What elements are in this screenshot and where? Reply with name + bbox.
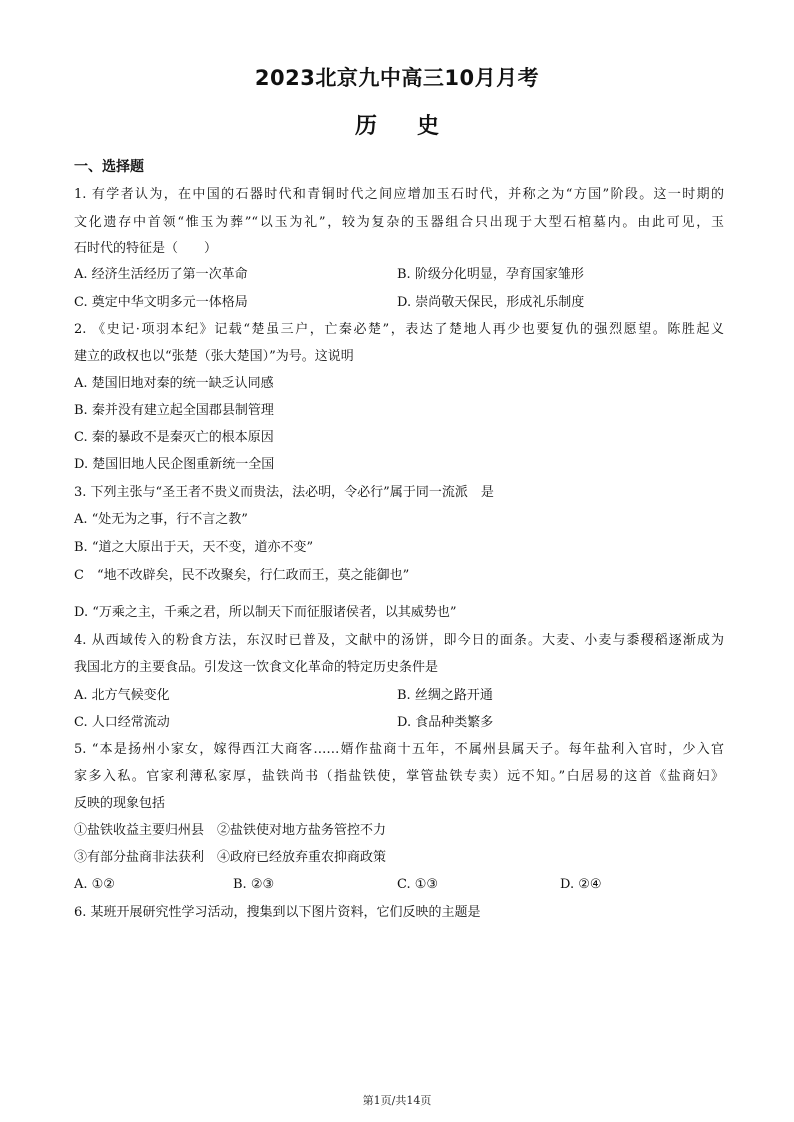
q4-option-c[interactable]: C. 人口经常流动 <box>74 715 170 730</box>
section-heading: 一、选择题 <box>74 159 144 175</box>
q2-option-d[interactable]: D. 楚国旧地人民企图重新统一全国 <box>74 457 275 472</box>
q4-option-d[interactable]: D. 食品种类繁多 <box>397 715 494 730</box>
q1-stem-line-2: 文化遗存中首领“惟玉为葬”“以玉为礼”，较为复杂的玉器组合只出现于大型石棺墓内。由此可见，玉 <box>74 215 724 230</box>
q2-option-c[interactable]: C. 秦的暴政不是秦灭亡的根本原因 <box>74 430 274 445</box>
page-number: 第1页/共14页 <box>362 1094 432 1107</box>
q5-stem-line-1: 5. “本是扬州小家女，嫁得西江大商客……婿作盐商十五年，不属州县属天子。每年盐利入官时，少入官 <box>74 742 724 757</box>
q4-option-a[interactable]: A. 北方气候变化 <box>74 688 170 703</box>
q3-option-a[interactable]: A. “处无为之事，行不言之教” <box>74 512 248 527</box>
q4-option-b[interactable]: B. 丝绸之路开通 <box>397 688 493 703</box>
q1-option-a[interactable]: A. 经济生活经历了第一次革命 <box>74 267 248 282</box>
exam-title: 2023北京九中高三10月月考 <box>254 66 540 90</box>
q1-option-b[interactable]: B. 阶级分化明显，孕育国家雏形 <box>397 267 584 282</box>
q5-option-d[interactable]: D. ②④ <box>560 877 602 892</box>
q6-stem-line-1: 6. 某班开展研究性学习活动，搜集到以下图片资料，它们反映的主题是 <box>74 905 481 920</box>
q3-option-d[interactable]: D. “万乘之主，千乘之君，所以制天下而征服诸侯者，以其威势也” <box>74 605 457 620</box>
q5-option-c[interactable]: C. ①③ <box>397 877 439 892</box>
q1-stem-line-3: 石时代的特征是（ ） <box>74 241 218 256</box>
q1-option-c[interactable]: C. 奠定中华文明多元一体格局 <box>74 295 248 310</box>
q3-option-b[interactable]: B. “道之大原出于天，天不变，道亦不变” <box>74 540 314 555</box>
q5-option-b[interactable]: B. ②③ <box>233 877 275 892</box>
q1-option-d[interactable]: D. 崇尚敬天保民，形成礼乐制度 <box>397 295 585 310</box>
q5-stem-line-2: 家多入私。官家利薄私家厚，盐铁尚书（指盐铁使，掌管盐铁专卖）远不知。”白居易的这首《盐商妇》 <box>74 769 724 784</box>
q2-stem-line-2: 建立的政权也以“张楚（张大楚国）”为号。这说明 <box>74 349 354 364</box>
q5-statement-1-2: ①盐铁收益主要归州县 ②盐铁使对地方盐务管控不力 <box>74 823 387 838</box>
q5-option-a[interactable]: A. ①② <box>74 877 115 892</box>
q2-option-b[interactable]: B. 秦并没有建立起全国郡县制管理 <box>74 403 274 418</box>
q2-option-a[interactable]: A. 楚国旧地对秦的统一缺乏认同感 <box>74 376 274 391</box>
subject-title: 历史 <box>354 114 479 139</box>
q3-option-c[interactable]: C “地不改辟矣，民不改聚矣，行仁政而王，莫之能御也” <box>74 568 410 583</box>
q4-stem-line-2: 我国北方的主要食品。引发这一饮食文化革命的特定历史条件是 <box>74 660 439 675</box>
q5-stem-line-3: 反映的现象包括 <box>74 796 166 811</box>
q5-statement-3-4: ③有部分盐商非法获利 ④政府已经放弃重农抑商政策 <box>74 850 387 865</box>
q3-stem-line-1: 3. 下列主张与“圣王者不贵义而贵法，法必明，令必行”属于同一流派 是 <box>74 485 494 500</box>
q2-stem-line-1: 2. 《史记·项羽本纪》记载“楚虽三户，亡秦必楚”，表达了楚地人再少也要复仇的强烈愿望。陈胜起义 <box>74 322 724 337</box>
q1-stem-line-1: 1. 有学者认为，在中国的石器时代和青铜时代之间应增加玉石时代，并称之为“方国”阶段。这一时期的 <box>74 187 724 202</box>
q4-stem-line-1: 4. 从西域传入的粉食方法，东汉时已普及，文献中的汤饼，即今日的面条。大麦、小麦与黍稷稻逐渐成为 <box>74 633 724 648</box>
